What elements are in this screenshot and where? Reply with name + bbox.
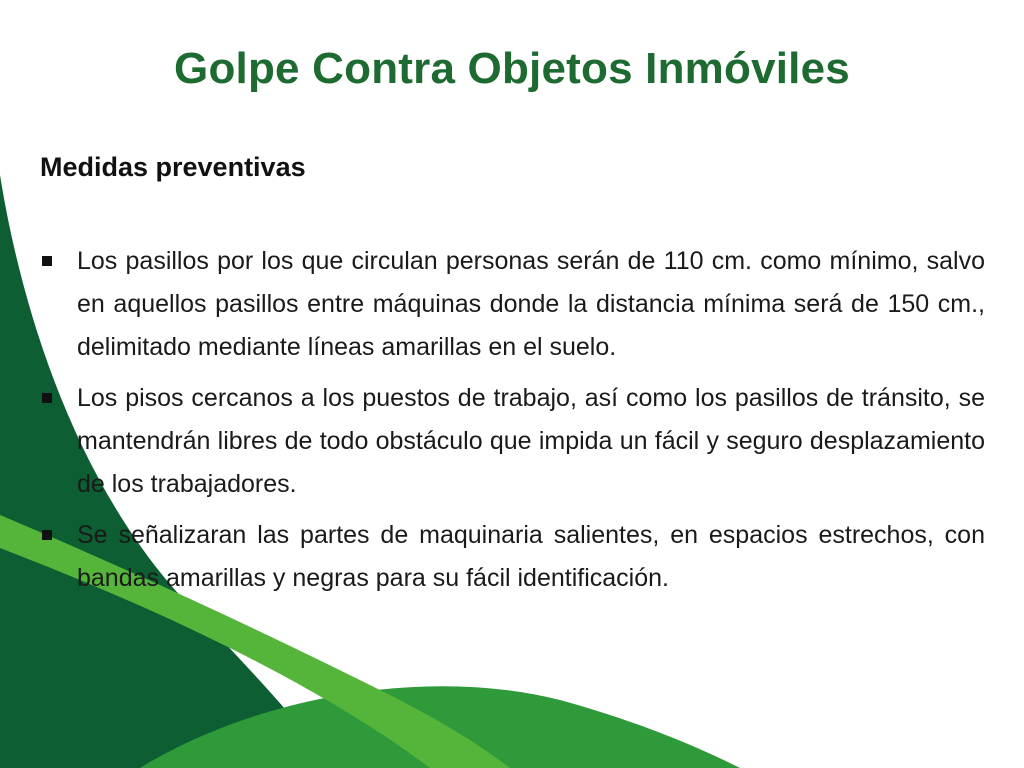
bullet-item [40,514,985,600]
section-heading: Medidas preventivas [40,152,306,182]
square-bullet-icon [42,393,52,403]
bullet-item [40,240,985,369]
square-bullet-icon [42,256,52,266]
slide-title: Golpe Contra Objetos Inmóviles [174,44,850,93]
square-bullet-icon [42,530,52,540]
bullet-text: Se señalizaran las partes de maquinaria salientes, en espacios estrechos, con bandas amarillas y negras para su fácil identificación. [77,521,985,592]
bullet-item [40,377,985,506]
bullet-text: Los pisos cercanos a los puestos de trabajo, así como los pasillos de tránsito, se mantendrán libres de todo obstáculo que impida un fácil y seguro desplazamiento de los trabajadores. [77,384,985,498]
bullet-text: Los pasillos por los que circulan personas serán de 110 cm. como mínimo, salvo en aquellos pasillos entre máquinas donde la distancia mínima será de 150 cm., delimitado mediante líneas amarillas en el suelo. [77,247,985,361]
bullet-list [40,240,985,608]
